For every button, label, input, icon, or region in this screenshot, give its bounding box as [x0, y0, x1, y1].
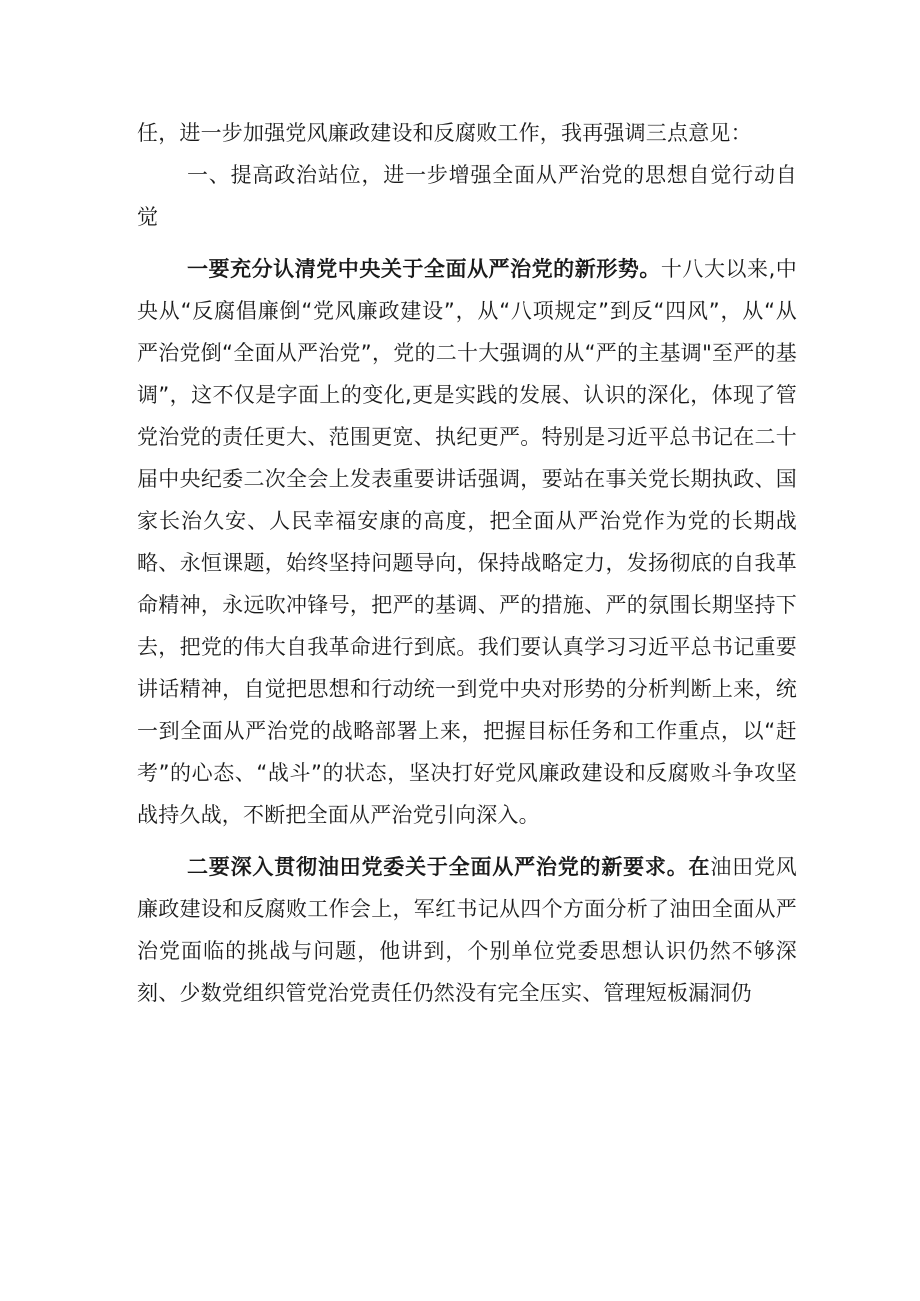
section-heading: 一、提高政治站位，进一步增强全面从严治党的思想自觉行动自觉 — [137, 163, 797, 229]
paragraph-2 — [137, 846, 797, 1014]
document-body — [137, 112, 797, 1014]
paragraph-1-lead: 一要充分认清党中央关于全面从严治党的新形势。 — [187, 257, 661, 281]
intro-paragraph: 任，进一步加强党风廉政建设和反腐败工作，我再强调三点意见： — [137, 121, 752, 145]
paragraph-1 — [137, 248, 797, 836]
paragraph-2-lead: 二要深入贯彻油田党委关于全面从严治党的新要求。在 — [187, 855, 711, 879]
paragraph-2-body: 油田党风廉政建设和反腐败工作会上，军红书记从四个方面分析了油田全面从严治党面临的挑战与问题，他讲到，个别单位党委思想认识仍然不够深刻、少数党组织管党治党责任仍然没有完全压实、管理短板漏洞仍 — [137, 855, 797, 1005]
paragraph-1-body: 十八大以来,中央从“反腐倡廉倒“党风廉政建设”，从“八项规定”到反“四风”，从“从严治党倒“全面从严治党”，党的二十大强调的从“严的主基调"至严的基调”，这不仅是字面上的变化,更是实践的发展、认识的深化，体现了管党治党的责任更大、范围更宽、执纪更严。特别是习近平总书记在二十届中央纪委二次全会上发表重要讲话强调，要站在事关党长期执政、国家长治久安、人民幸福安康的高度，把全面从严治党作为党的长期战略、永恒课题，始终坚持问题导向，保持战略定力，发扬彻底的自我革命精神，永远吹冲锋号，把严的基调、严的措施、严的氛围长期坚持下去，把党的伟大自我革命进行到底。我们要认真学习习近平总书记重要讲话精神，自觉把思想和行动统一到党中央对形势的分析判断上来，统一到全面从严治党的战略部署上来，把握目标任务和工作重点，以“赶考”的心态、“战斗”的状态，坚决打好党风廉政建设和反腐败斗争攻坚战持久战，不断把全面从严治党引向深入。 — [137, 257, 797, 827]
